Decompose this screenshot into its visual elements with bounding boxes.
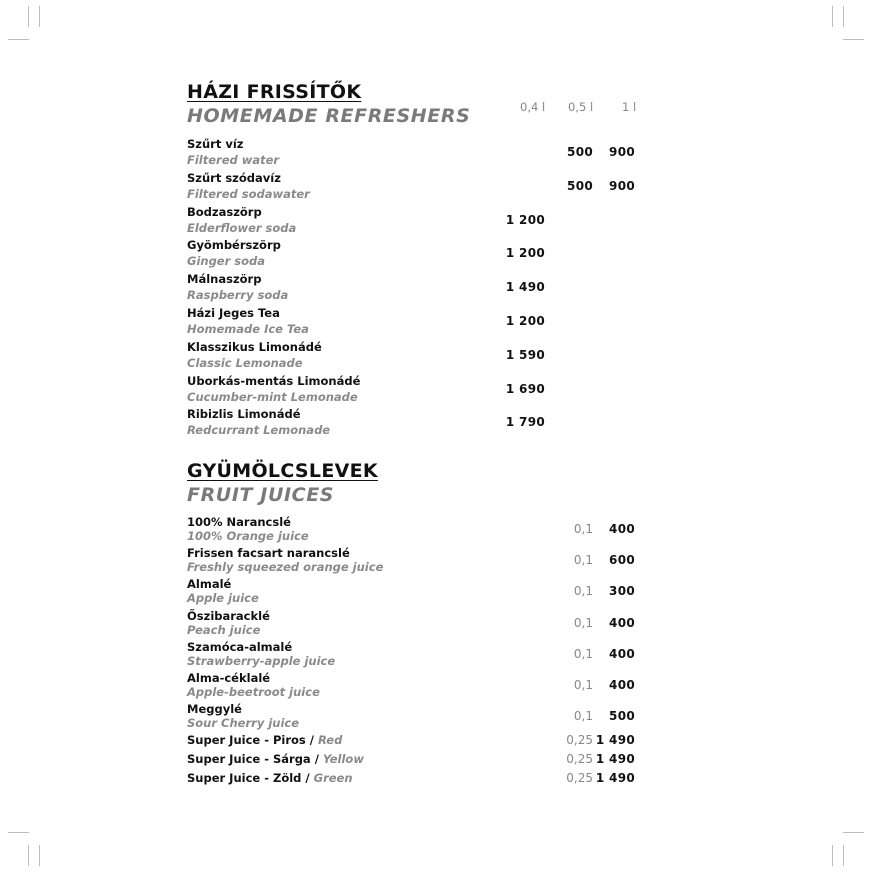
- crop-mark: [28, 845, 29, 866]
- volume: 0,1: [573, 553, 593, 568]
- item-name: Meggylé: [187, 702, 242, 717]
- super-juice-label: Super Juice - Sárga /: [187, 752, 319, 766]
- item-name-en: Apple juice: [187, 591, 259, 606]
- price-1l: 900: [609, 145, 635, 159]
- super-juice-label: Super Juice - Zöld /: [187, 771, 310, 785]
- crop-mark: [843, 832, 864, 833]
- super-juice-color: Red: [318, 733, 343, 747]
- price-04: 1 490: [505, 280, 545, 295]
- super-juice-label: Super Juice - Piros /: [187, 733, 314, 747]
- crop-mark: [39, 6, 40, 27]
- price: 400: [609, 678, 635, 692]
- item-name-en: Strawberry-apple juice: [187, 653, 336, 668]
- price-04: 1 200: [505, 246, 545, 261]
- price: 400: [609, 615, 635, 630]
- crop-mark: [843, 39, 864, 40]
- column-header-05: 0,5 l: [568, 100, 594, 114]
- item-name: Bodzaszörp: [187, 204, 262, 219]
- item-name-en: Redcurrant Lemonade: [187, 423, 331, 438]
- item-name: Őszibaracklé: [187, 608, 270, 623]
- crop-mark: [843, 6, 844, 27]
- super-juice-color: Yellow: [322, 752, 364, 766]
- price-04: 1 790: [505, 415, 545, 430]
- item-name: Alma-céklalé: [187, 671, 271, 685]
- item-name-en: Sour Cherry juice: [187, 716, 300, 731]
- crop-mark: [843, 845, 844, 866]
- volume: 0,25: [566, 733, 593, 747]
- price-04: 1 200: [505, 314, 545, 328]
- column-header-1: 1 l: [622, 100, 637, 114]
- volume: 0,1: [573, 646, 593, 661]
- item-name: Ribizlis Limonádé: [187, 407, 301, 422]
- price-04: 1 200: [505, 212, 545, 227]
- price: 1 490: [595, 752, 635, 766]
- price: 400: [609, 522, 635, 536]
- item-name: Szamóca-almalé: [187, 639, 293, 654]
- price: 600: [609, 553, 635, 568]
- item-name-en: Filtered sodawater: [187, 186, 310, 201]
- price-05: 500: [567, 145, 593, 159]
- price: 500: [609, 709, 635, 724]
- volume: 0,1: [573, 522, 593, 536]
- super-juice-name: [187, 733, 342, 747]
- crop-mark: [39, 845, 40, 866]
- section-subtitle-refreshers: HOMEMADE REFRESHERS: [187, 105, 471, 127]
- item-name: Szűrt víz: [187, 137, 244, 151]
- price: 1 490: [595, 771, 635, 785]
- item-name-en: Homemade Ice Tea: [187, 322, 309, 336]
- item-name-en: Apple-beetroot juice: [187, 685, 320, 699]
- item-name: Málnaszörp: [187, 272, 262, 287]
- crop-mark: [8, 39, 29, 40]
- price-05: 500: [567, 178, 593, 193]
- section-subtitle-juices: FRUIT JUICES: [187, 484, 335, 506]
- item-name: Gyömbérszörp: [187, 238, 281, 253]
- item-name: Szűrt szódavíz: [187, 170, 281, 185]
- volume: 0,1: [573, 709, 593, 724]
- price: 300: [609, 584, 635, 599]
- item-name-en: 100% Orange juice: [187, 529, 309, 543]
- item-name: 100% Narancslé: [187, 515, 291, 529]
- super-juice-color: Green: [313, 771, 353, 785]
- super-juice-name: [187, 752, 364, 766]
- item-name: Almalé: [187, 577, 232, 592]
- item-name-en: Classic Lemonade: [187, 355, 303, 370]
- item-name: Uborkás-mentás Limonádé: [187, 373, 361, 388]
- crop-mark: [832, 845, 833, 866]
- item-name-en: Peach juice: [187, 622, 261, 637]
- item-name-en: Filtered water: [187, 153, 280, 167]
- price: 1 490: [595, 733, 635, 747]
- volume: 0,1: [573, 678, 593, 692]
- item-name: Frissen facsart narancslé: [187, 546, 350, 561]
- item-name-en: Cucumber-mint Lemonade: [187, 389, 358, 404]
- item-name-en: Raspberry soda: [187, 288, 289, 303]
- crop-mark: [8, 832, 29, 833]
- volume: 0,1: [573, 584, 593, 599]
- price: 400: [609, 646, 635, 661]
- crop-mark: [832, 6, 833, 27]
- item-name-en: Ginger soda: [187, 254, 266, 269]
- price-1l: 900: [609, 178, 635, 193]
- item-name-en: Freshly squeezed orange juice: [187, 560, 384, 575]
- price-04: 1 590: [505, 347, 545, 362]
- volume: 0,1: [573, 615, 593, 630]
- crop-mark: [28, 6, 29, 27]
- section-title-refreshers: HÁZI FRISSÍTŐK: [187, 81, 362, 103]
- item-name: Klasszikus Limonádé: [187, 339, 322, 354]
- section-title-juices: GYÜMÖLCSLEVEK: [187, 460, 378, 482]
- item-name-en: Elderflower soda: [187, 220, 297, 235]
- item-name: Házi Jeges Tea: [187, 306, 280, 320]
- volume: 0,25: [566, 752, 593, 766]
- price-04: 1 690: [505, 381, 545, 396]
- volume: 0,25: [566, 771, 593, 785]
- column-header-04: 0,4 l: [520, 100, 546, 114]
- super-juice-name: [187, 771, 353, 785]
